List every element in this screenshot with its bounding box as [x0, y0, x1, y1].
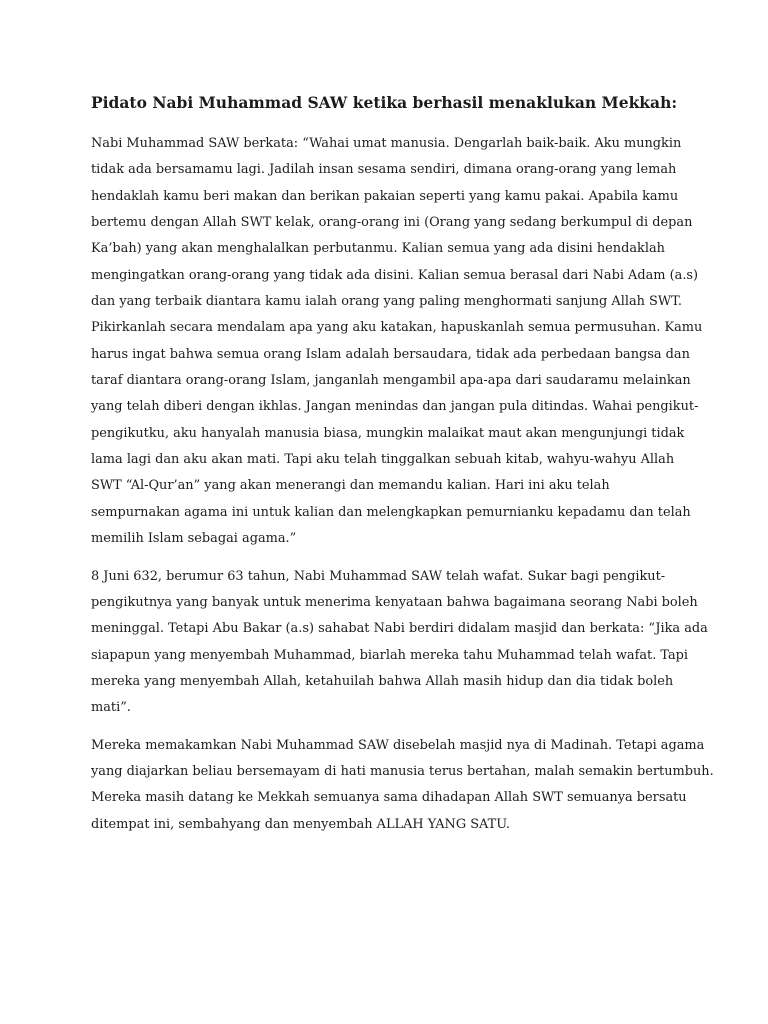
paragraph-death: [91, 564, 708, 722]
text-line: bertemu dengan Allah SWT kelak, orang-orang ini (Orang yang sedang berkumpul di depan: [91, 215, 693, 231]
text-line: yang diajarkan beliau bersemayam di hati manusia terus bertahan, malah semakin bertumbuh.: [91, 763, 714, 779]
text-line: memilih Islam sebagai agama.”: [91, 531, 297, 547]
text-line: Mereka memakamkan Nabi Muhammad SAW disebelah masjid nya di Madinah. Tetapi agama: [91, 737, 705, 753]
text-line: dan yang terbaik diantara kamu ialah orang yang paling menghormati sanjung Allah SWT.: [91, 294, 682, 310]
paragraph-speech: [91, 131, 703, 553]
text-line: Mereka masih datang ke Mekkah semuanya sama dihadapan Allah SWT semuanya bersatu: [91, 790, 687, 806]
text-line: lama lagi dan aku akan mati. Tapi aku telah tinggalkan sebuah kitab, wahyu-wahyu Allah: [91, 452, 675, 468]
paragraph-burial: [91, 733, 714, 838]
text-line: 8 Juni 632, berumur 63 tahun, Nabi Muhammad SAW telah wafat. Sukar bagi pengikut-: [91, 568, 666, 584]
text-line: Nabi Muhammad SAW berkata: “Wahai umat manusia. Dengarlah baik-baik. Aku mungkin: [91, 136, 682, 151]
text-line: tidak ada bersamamu lagi. Jadilah insan sesama sendiri, dimana orang-orang yang lemah: [91, 162, 677, 178]
document-body: [91, 90, 714, 849]
text-line: harus ingat bahwa semua orang Islam adalah bersaudara, tidak ada perbedaan bangsa dan: [91, 346, 690, 362]
document-title: Pidato Nabi Muhammad SAW ketika berhasil menaklukan Mekkah:: [91, 93, 678, 112]
text-line: pengikutku, aku hanyalah manusia biasa, mungkin malaikat maut akan mengunjungi tidak: [91, 425, 685, 441]
text-line: Ka’bah) yang akan menghalalkan perbutanmu. Kalian semua yang ada disini hendaklah: [91, 241, 665, 257]
text-line: siapapun yang menyembah Muhammad, biarlah mereka tahu Muhammad telah wafat. Tapi: [91, 647, 689, 663]
text-line: Pikirkanlah secara mendalam apa yang aku katakan, hapuskanlah semua permusuhan. Kamu: [91, 320, 703, 336]
text-line: meninggal. Tetapi Abu Bakar (a.s) sahabat Nabi berdiri didalam masjid dan berkata: “Jika ada: [91, 621, 708, 637]
text-line: SWT “Al-Qur’an” yang akan menerangi dan memandu kalian. Hari ini aku telah: [91, 478, 610, 494]
text-line: ditempat ini, sembahyang dan menyembah ALLAH YANG SATU.: [91, 816, 511, 832]
text-line: taraf diantara orang-orang Islam, janganlah mengambil apa-apa dari saudaramu melainkan: [91, 373, 691, 389]
text-line: mereka yang menyembah Allah, ketahuilah bahwa Allah masih hidup dan dia tidak boleh: [91, 673, 674, 689]
text-line: hendaklah kamu beri makan dan berikan pakaian seperti yang kamu pakai. Apabila kamu: [91, 188, 679, 204]
text-line: sempurnakan agama ini untuk kalian dan melengkapkan pemurnianku kepadamu dan telah: [91, 504, 691, 520]
text-line: yang telah diberi dengan ikhlas. Jangan menindas dan jangan pula ditindas. Wahai pengikut-: [91, 399, 699, 415]
text-line: mati”.: [91, 700, 131, 716]
text-line: mengingatkan orang-orang yang tidak ada disini. Kalian semua berasal dari Nabi Adam (a.s): [91, 267, 699, 283]
text-line: pengikutnya yang banyak untuk menerima kenyataan bahwa bagaimana seorang Nabi boleh: [91, 594, 698, 610]
